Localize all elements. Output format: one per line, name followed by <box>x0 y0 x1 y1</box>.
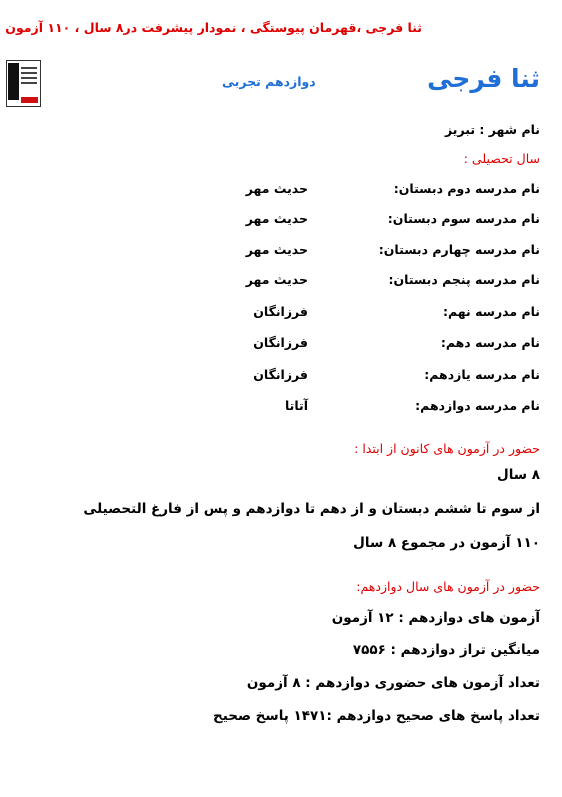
school-label: نام مدرسه دوم دبستان: <box>393 181 540 196</box>
page-title: ثنا فرجی ،قهرمان پیوستگی ، نمودار پیشرفت در۸ سال ، ۱۱۰ آزمون <box>5 20 422 35</box>
school-value: فرزانگان <box>253 367 308 382</box>
school-label: نام مدرسه دوازدهم: <box>415 398 540 413</box>
school-value: حدیث مهر <box>245 272 308 287</box>
school-value: حدیث مهر <box>245 242 308 257</box>
grade12-line: تعداد پاسخ های صحیح دوازدهم :۱۴۷۱ پاسخ صحیح <box>212 708 540 724</box>
school-value: فرزانگان <box>253 335 308 350</box>
kanoon-line: ۸ سال <box>496 467 540 483</box>
school-label: نام مدرسه چهارم دبستان: <box>378 242 540 257</box>
academic-years-heading: سال تحصیلی : <box>463 151 540 166</box>
school-label: نام مدرسه سوم دبستان: <box>387 211 540 226</box>
city-line: نام شهر : تبریز <box>445 122 540 137</box>
kanoon-line: ۱۱۰ آزمون در مجموع ۸ سال <box>353 535 540 551</box>
grade12-line: میانگین تراز دوازدهم : ۷۵۵۶ <box>352 642 540 658</box>
school-value: حدیث مهر <box>245 181 308 196</box>
kanoon-line: از سوم تا ششم دبستان و از دهم تا دوازدهم و پس از فارغ التحصیلی <box>83 501 540 517</box>
school-label: نام مدرسه دهم: <box>440 335 540 350</box>
kanoon-logo-icon <box>6 60 41 107</box>
school-value: حدیث مهر <box>245 211 308 226</box>
grade12-line: تعداد آزمون های حضوری دوازدهم : ۸ آزمون <box>246 675 540 691</box>
grade12-line: آزمون های دوازدهم : ۱۲ آزمون <box>331 610 540 626</box>
school-label: نام مدرسه یازدهم: <box>424 367 540 382</box>
school-value: آتاتا <box>284 398 308 413</box>
student-name: ثنا فرجی <box>427 64 540 93</box>
grade12-heading: حضور در آزمون های سال دوازدهم: <box>356 579 540 594</box>
grade-label: دوازدهم تجربی <box>222 74 316 89</box>
school-value: فرزانگان <box>253 304 308 319</box>
kanoon-heading: حضور در آزمون های کانون از ابتدا : <box>354 441 540 456</box>
school-label: نام مدرسه نهم: <box>442 304 540 319</box>
school-label: نام مدرسه پنجم دبستان: <box>388 272 540 287</box>
